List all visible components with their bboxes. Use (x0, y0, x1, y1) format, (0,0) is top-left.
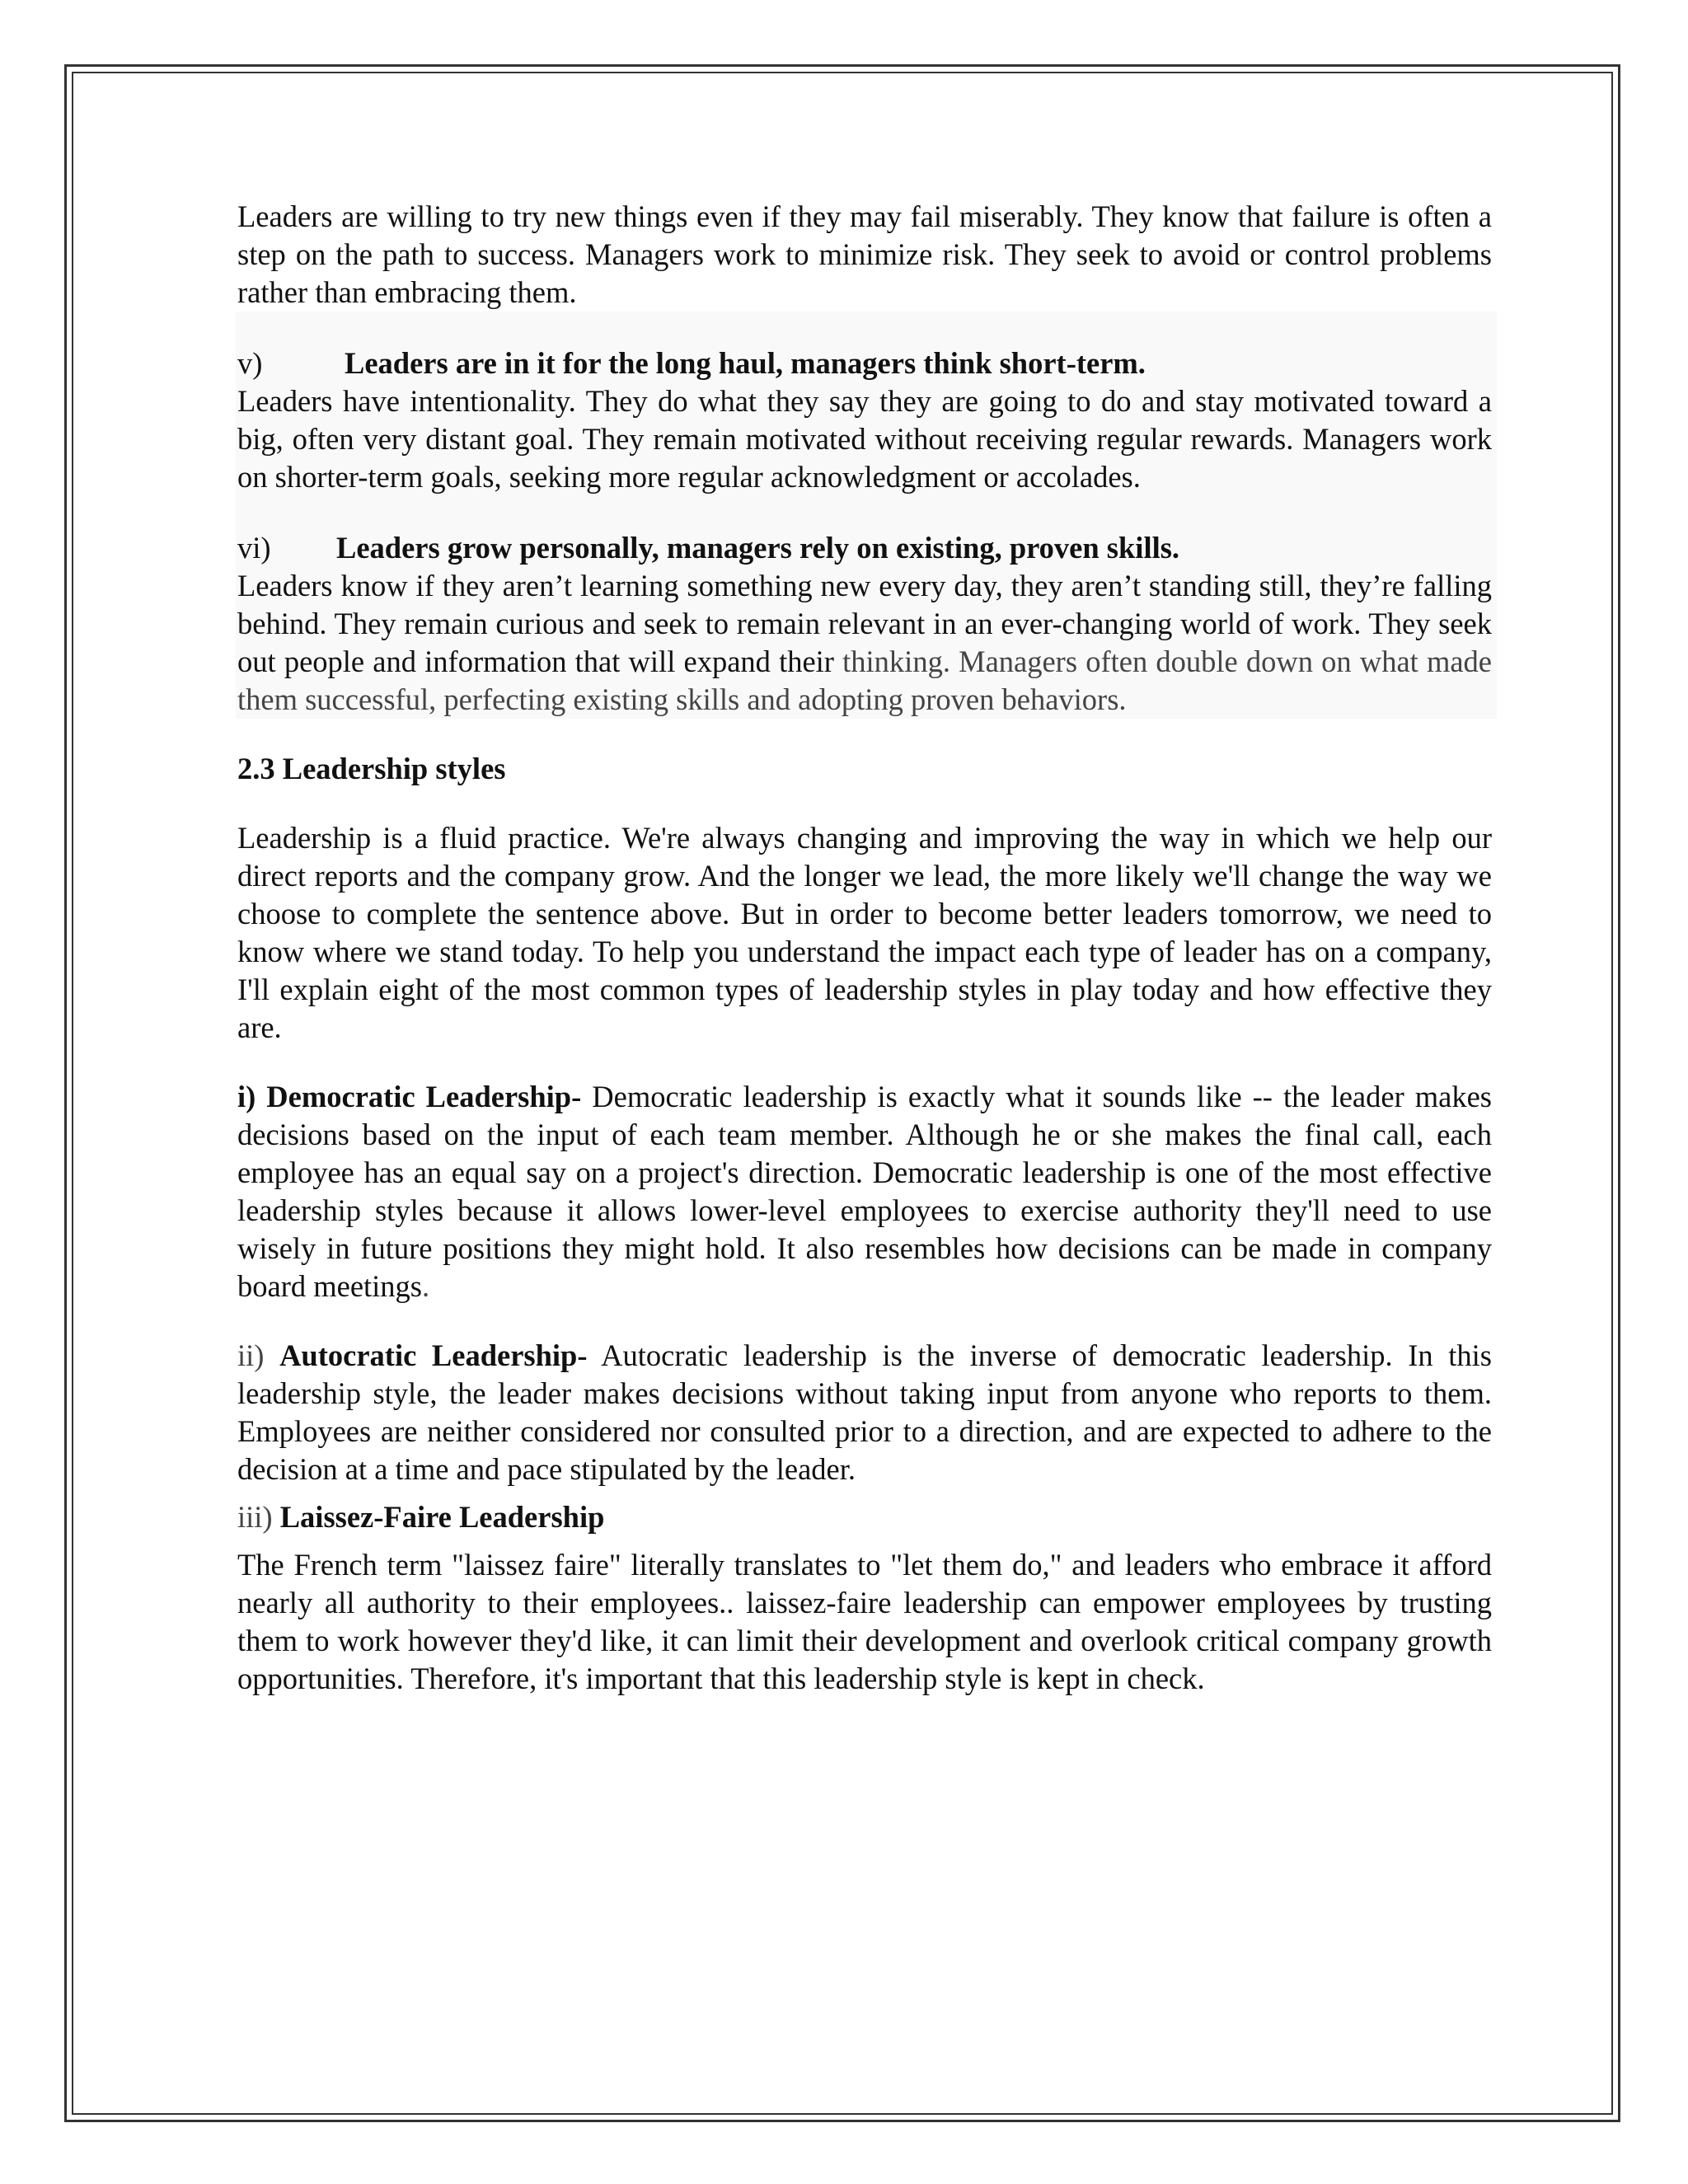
item-v-title: Leaders are in it for the long haul, managers think short-term. (345, 346, 1146, 380)
section-heading: 2.3 Leadership styles (237, 752, 506, 785)
laissez-faire-body: The French term "laissez faire" literally translates to "let them do," and leaders who embrace it afford nearly all authority to their employees.. laissez-faire leadership can empower employees by trusting them to work however they'd like, it can limit their development and overlook critical company growth opportunities. Therefore, it's important that this leadership style is kept in check. (237, 1548, 1492, 1695)
democratic-leadership-end: . (422, 1269, 430, 1303)
autocratic-leadership-title: Autocratic Leadership- (279, 1338, 588, 1372)
laissez-faire-number: iii) (237, 1500, 280, 1534)
democratic-leadership-paragraph (237, 1078, 1492, 1305)
item-vi-title: Leaders grow personally, managers rely on existing, proven skills. (336, 531, 1180, 565)
paragraph-risk: Leaders are willing to try new things even if they may fail miserably. They know that failure is often a step on the path to success. Managers work to minimize risk. They seek to avoid or control problems rather than embracing them. (237, 199, 1492, 309)
laissez-faire-title: Laissez-Faire Leadership (279, 1500, 605, 1534)
shaded-block (236, 312, 1497, 719)
laissez-faire-heading (237, 1498, 1492, 1536)
section-intro: Leadership is a fluid practice. We're always changing and improving the way in which we help our direct reports and the company grow. And the longer we lead, the more likely we'll change the way we choose to complete the sentence above. But in order to become better leaders tomorrow, we need to know where we stand today. To help you understand the impact each type of leader has on a company, I'll explain eight of the most common types of leadership styles in play today and how effective they are. (237, 821, 1492, 1044)
democratic-leadership-body: Democratic leadership is exactly what it sounds like -- the leader makes decisions based on the input of each team member. Although he or she makes the final call, each employee has an equal say on a project's direction. Democratic leadership is one of the most effective leadership styles because it allows lower-level employees to exercise authority they'll need to use wisely in future positions they might hold. It also resembles how decisions can be made in company board meetings (237, 1080, 1492, 1303)
autocratic-leadership-paragraph (237, 1337, 1492, 1488)
item-v-number: v) (237, 346, 263, 380)
item-vi-body-part-2: thinking. Managers often double down on what made them successful, perfecting existing skills and adopting proven behaviors. (237, 644, 1492, 716)
item-v-body: Leaders have intentionality. They do what they say they are going to do and stay motivated toward a big, often very distant goal. They remain motivated without receiving regular rewards. Managers work on shorter-term goals, seeking more regular acknowledgment or accolades. (237, 384, 1492, 494)
autocratic-leadership-number: ii) (237, 1338, 280, 1372)
document-body (237, 198, 1492, 1698)
autocratic-leadership-body: Autocratic leadership is the inverse of democratic leadership. In this leadership style, the leader makes decisions without taking input from anyone who reports to them. Employees are neither considered nor consulted prior to a direction, and are expected to adhere to the decision at a time and pace stipulated by the leader. (237, 1338, 1493, 1486)
item-vi-number: vi) (237, 531, 271, 565)
item-vi-body-part-1: Leaders know if they aren’t learning something new every day, they aren’t standing still, they’re falling behind. They remain curious and seek to remain relevant in an ever-changing world of work. They seek out people and information that will expand their (237, 569, 1492, 678)
item-vi-body (237, 567, 1492, 719)
item-vi-heading (237, 529, 1492, 567)
item-v-heading (237, 344, 1492, 382)
democratic-leadership-title: i) Democratic Leadership- (237, 1080, 582, 1113)
